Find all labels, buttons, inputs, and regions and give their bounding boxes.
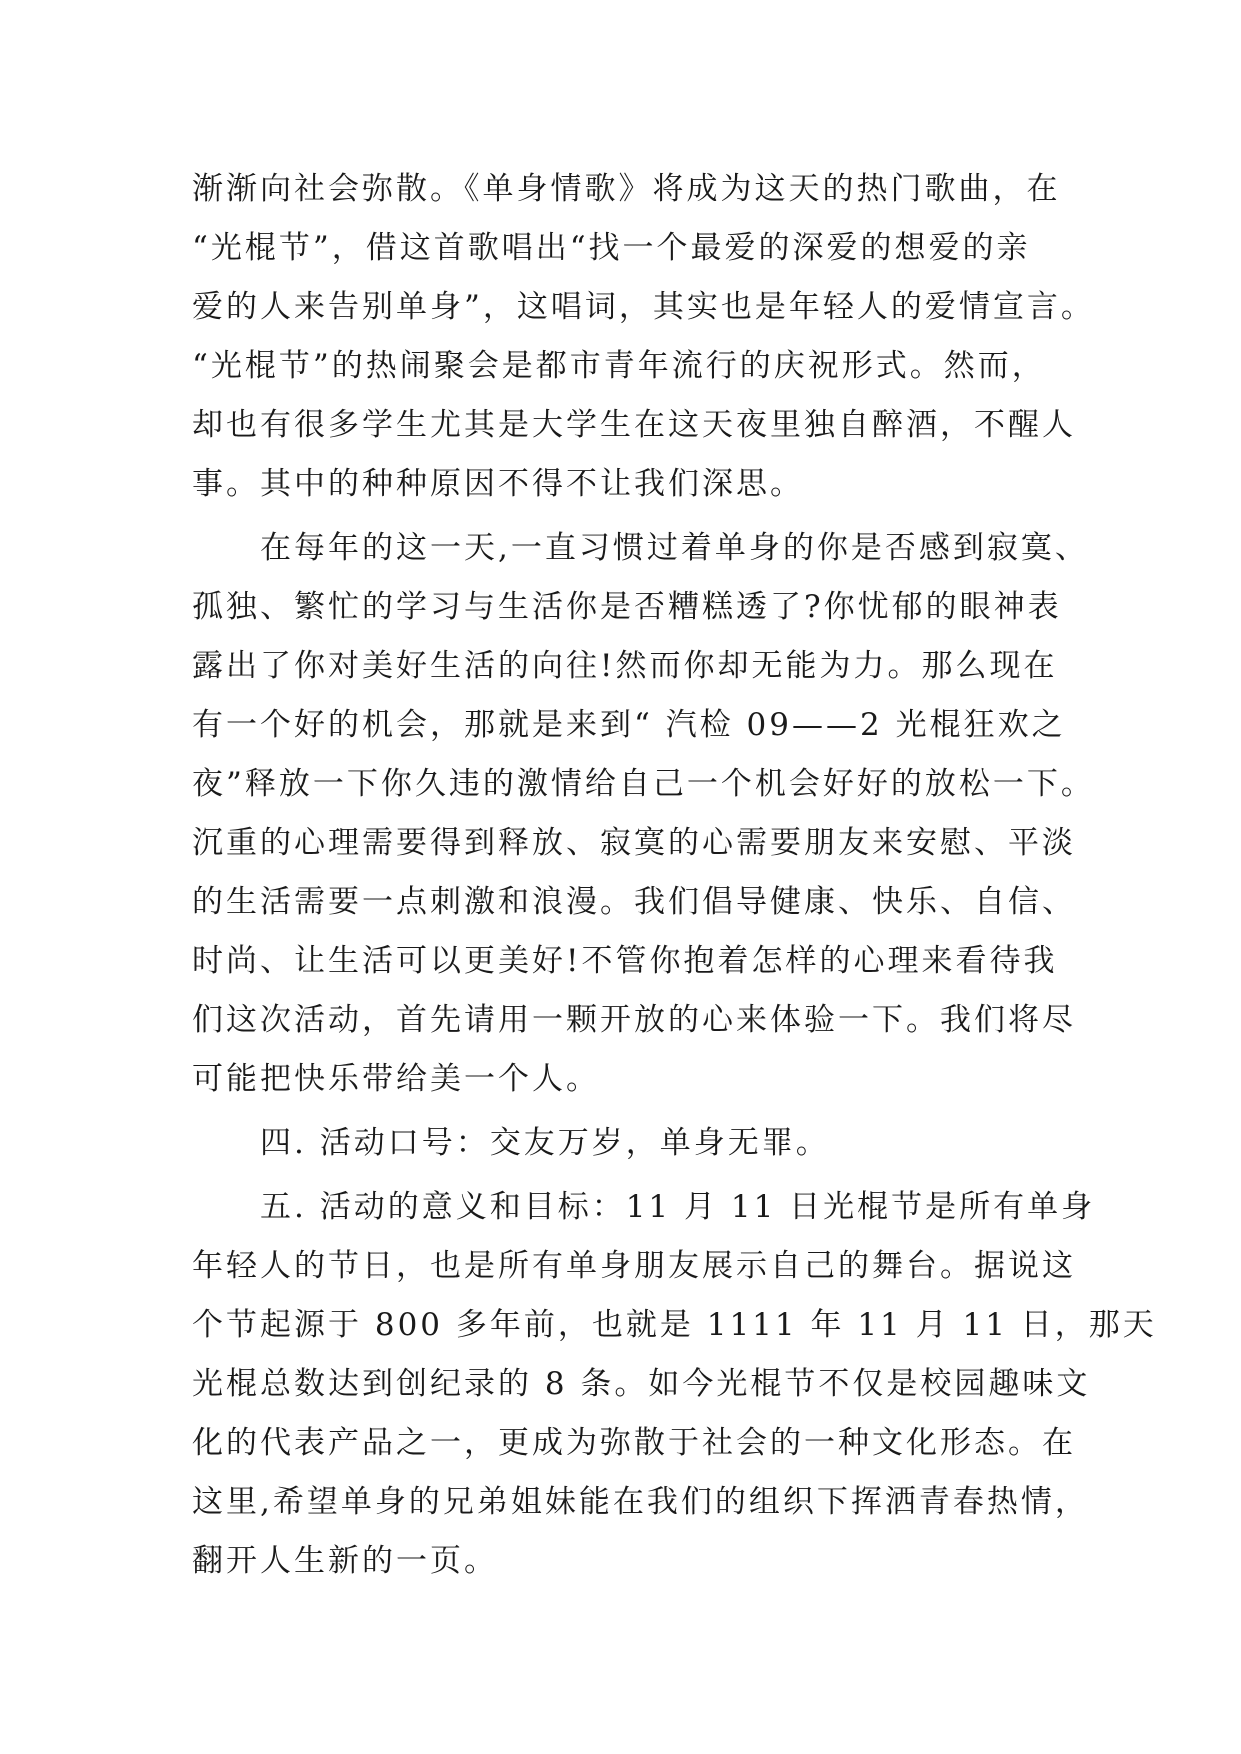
text-line: 年轻人的节日，也是所有单身朋友展示自己的舞台。据说这 <box>192 1248 1076 1284</box>
text-line: 翻开人生新的一页。 <box>192 1543 498 1579</box>
text-line: “光棍节”的热闹聚会是都市青年流行的庆祝形式。然而， <box>192 348 1046 384</box>
text-line: 可能把快乐带给美一个人。 <box>192 1061 600 1097</box>
text-line: 却也有很多学生尤其是大学生在这天夜里独自醉酒，不醒人 <box>192 407 1076 443</box>
text-line: 有一个好的机会，那就是来到“ 汽检 09——2 光棍狂欢之 <box>192 707 1066 743</box>
text-line: 时尚、让生活可以更美好!不管你抱着怎样的心理来看待我 <box>192 943 1058 979</box>
text-line: 的生活需要一点刺激和浪漫。我们倡导健康、快乐、自信、 <box>192 884 1076 920</box>
text-line: 露出了你对美好生活的向往!然而你却无能为力。那么现在 <box>192 648 1058 684</box>
text-line: 渐渐向社会弥散。《单身情歌》将成为这天的热门歌曲，在 <box>192 171 1061 207</box>
document-body <box>192 160 1157 1591</box>
text-line: 孤独、繁忙的学习与生活你是否糟糕透了?你忧郁的眼神表 <box>192 589 1062 625</box>
text-line: 夜”释放一下你久违的激情给自己一个机会好好的放松一下。 <box>192 766 1095 802</box>
text-line: 事。其中的种种原因不得不让我们深思。 <box>192 466 804 502</box>
text-line: 个节起源于 800 多年前，也就是 1111 年 11 月 11 日，那天 <box>192 1307 1157 1343</box>
text-line: “光棍节”，借这首歌唱出“找一个最爱的深爱的想爱的亲 <box>192 230 1031 266</box>
text-line: 五. 活动的意义和目标：11 月 11 日光棍节是所有单身 <box>192 1189 1096 1225</box>
text-line: 这里,希望单身的兄弟姐妹能在我们的组织下挥洒青春热情， <box>192 1484 1089 1520</box>
text-line: 四. 活动口号：交友万岁，单身无罪。 <box>192 1125 830 1161</box>
text-line: 化的代表产品之一，更成为弥散于社会的一种文化形态。在 <box>192 1425 1076 1461</box>
text-line: 在每年的这一天,一直习惯过着单身的你是否感到寂寞、 <box>192 530 1089 566</box>
text-line: 们这次活动，首先请用一颗开放的心来体验一下。我们将尽 <box>192 1002 1076 1038</box>
text-line: 沉重的心理需要得到释放、寂寞的心需要朋友来安慰、平淡 <box>192 825 1076 861</box>
text-line: 爱的人来告别单身”，这唱词，其实也是年轻人的爱情宣言。 <box>192 289 1095 325</box>
text-line: 光棍总数达到创纪录的 8 条。如今光棍节不仅是校园趣味文 <box>192 1366 1091 1402</box>
